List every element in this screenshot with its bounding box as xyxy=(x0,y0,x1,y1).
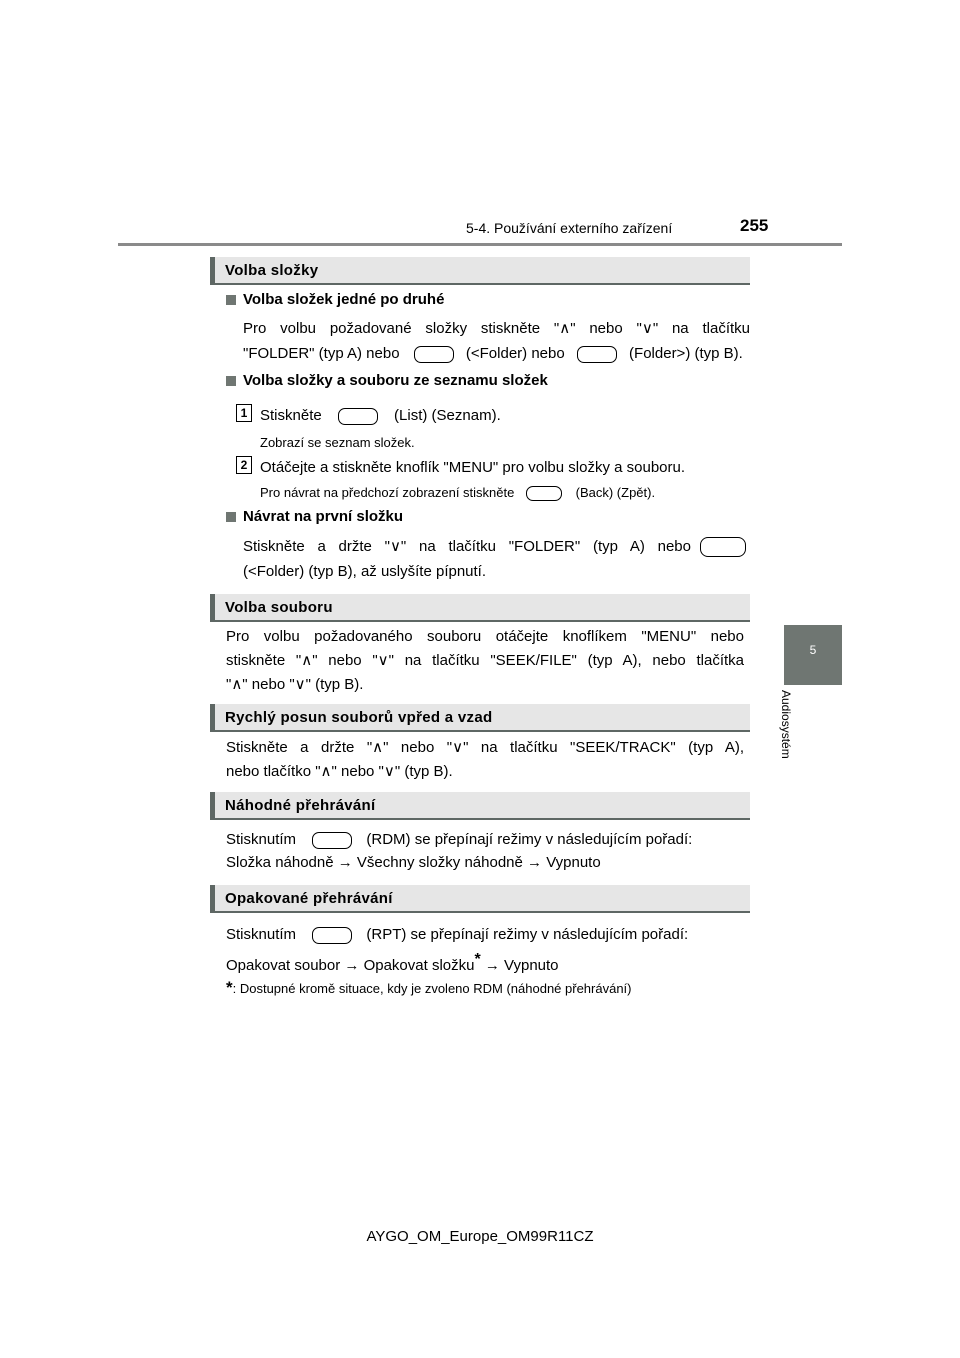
header-rule xyxy=(118,243,842,246)
bullet-square-icon xyxy=(226,512,236,522)
section-heading-label: Rychlý posun souborů vpřed a vzad xyxy=(225,709,493,726)
text-run: (Folder>) (typ B). xyxy=(629,345,743,362)
bullet-square-icon xyxy=(226,376,236,386)
chapter-label-text: Audiosystém xyxy=(779,690,793,759)
footnote-marker: * xyxy=(226,978,233,997)
list-button-icon xyxy=(338,408,378,425)
paragraph-line: Pro volbu požadovaného souboru otáčejte knoflíkem "MENU" nebo xyxy=(226,628,744,645)
subheading: Volba složek jedné po druhé xyxy=(243,291,445,308)
paragraph-line xyxy=(226,827,692,852)
back-button-icon xyxy=(526,486,562,501)
text-run: (RDM) se přepínají režimy v následujícím pořadí: xyxy=(366,831,693,848)
subheading: Návrat na první složku xyxy=(243,508,404,525)
paragraph-line: nebo tlačítko "∧" nebo "∨" (typ B). xyxy=(226,763,453,780)
paragraph-line xyxy=(226,922,688,947)
step-text xyxy=(260,403,501,428)
footnote-text: : Dostupné kromě situace, kdy je zvoleno RDM (náhodné přehrávání) xyxy=(232,981,632,996)
paragraph-line: stiskněte "∧" nebo "∨" na tlačítku "SEEK/FILE" (typ A), nebo tlačítka xyxy=(226,652,744,669)
text-run: (Back) (Zpět). xyxy=(575,485,656,500)
paragraph-line: Stiskněte a držte "∧" nebo "∨" na tlačítku "SEEK/TRACK" (typ A), xyxy=(226,739,744,756)
paragraph-line: "∧" nebo "∨" (typ B). xyxy=(226,676,364,693)
text-run: "FOLDER" (typ A) nebo xyxy=(243,345,400,362)
text-run: (List) (Seznam). xyxy=(394,407,501,424)
bullet-square-icon xyxy=(226,295,236,305)
step-note xyxy=(260,485,655,501)
chapter-label xyxy=(775,690,795,810)
folder-down-button-icon xyxy=(700,537,746,557)
footnote-marker: * xyxy=(474,951,481,968)
text-run: Stiskněte xyxy=(260,407,322,424)
footnote xyxy=(226,978,632,998)
section-heading-folder xyxy=(210,257,750,285)
paragraph-line: Stiskněte a držte "∨" na tlačítku "FOLDER" (typ A) nebo xyxy=(243,538,691,555)
section-heading-label: Opakované přehrávání xyxy=(225,890,393,907)
section-heading-fast xyxy=(210,704,750,732)
step-note: Zobrazí se seznam složek. xyxy=(260,435,415,450)
section-heading-label: Volba souboru xyxy=(225,599,333,616)
paragraph-line xyxy=(226,947,559,978)
section-heading-file xyxy=(210,594,750,622)
rpt-button-icon xyxy=(312,927,352,944)
paragraph-line: Pro volbu požadované složky stiskněte "∧" nebo "∨" na tlačítku xyxy=(243,320,750,337)
text-run: Opakovat soubor → Opakovat složku xyxy=(226,957,475,974)
text-run: (<Folder) nebo xyxy=(465,345,565,362)
step-number: 2 xyxy=(236,456,252,474)
text-run: (RPT) se přepínají režimy v následujícím pořadí: xyxy=(366,926,689,943)
page-number: 255 xyxy=(740,216,769,235)
folder-up-button-icon xyxy=(577,346,617,363)
paragraph-line xyxy=(243,341,753,366)
rdm-button-icon xyxy=(312,832,352,849)
subheading: Volba složky a souboru ze seznamu složek xyxy=(243,372,548,389)
step-text: Otáčejte a stiskněte knoflík "MENU" pro volbu složky a souboru. xyxy=(260,459,686,476)
chapter-number: 5 xyxy=(809,643,817,657)
text-run: → Vypnuto xyxy=(484,957,559,974)
step-number: 1 xyxy=(236,404,252,422)
text-run: Pro návrat na předchozí zobrazení stiskněte xyxy=(260,485,515,500)
page-header-title: 5-4. Používání externího zařízení xyxy=(466,220,673,236)
folder-down-button-icon xyxy=(414,346,454,363)
section-heading-repeat xyxy=(210,885,750,913)
document-code: AYGO_OM_Europe_OM99R11CZ xyxy=(366,1228,594,1245)
section-heading-label: Náhodné přehrávání xyxy=(225,797,376,814)
section-heading-random xyxy=(210,792,750,820)
text-run: Stisknutím xyxy=(226,926,297,943)
text-run: Stisknutím xyxy=(226,831,297,848)
section-heading-label: Volba složky xyxy=(225,262,319,279)
paragraph-line: Složka náhodně → Všechny složky náhodně → Vypnuto xyxy=(226,854,601,871)
paragraph-line: (<Folder) (typ B), až uslyšíte pípnutí. xyxy=(243,563,487,580)
